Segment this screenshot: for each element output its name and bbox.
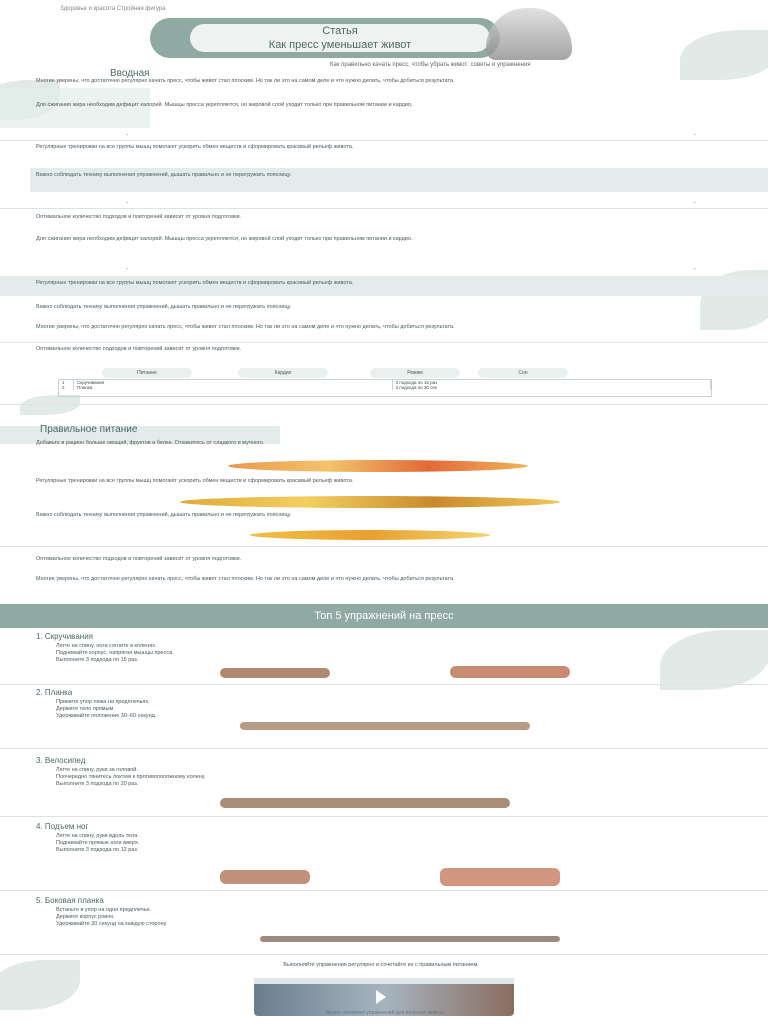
meta-label: ⌁: [693, 132, 696, 137]
exercise-step: Лягте на спину, руки за головой.: [56, 767, 138, 773]
paragraph: Многие уверены, что достаточно регулярно качать пресс, чтобы живот стал плоским. Но так ли это на самом деле и что нужно делать, чтобы добиться результата.: [36, 324, 455, 330]
meta-label: ⌁: [693, 200, 696, 205]
table-cell: 3 подхода по 15 раз: [393, 380, 712, 385]
exercise-illustration: [450, 666, 570, 678]
header-title-box: [190, 24, 490, 52]
divider: [0, 816, 768, 817]
exercise-step: Лягте на спину, ноги согните в коленях.: [56, 643, 157, 649]
exercise-title: 5. Боковая планка: [36, 896, 104, 905]
fruit-image: [228, 460, 528, 472]
exercise-illustration: [220, 668, 330, 678]
exercise-step: Держите тело прямым.: [56, 706, 115, 712]
pill-tag: Питание: [102, 368, 192, 378]
paragraph: Добавьте в рацион больше овощей, фруктов и белка. Откажитесь от сладкого и мучного.: [36, 440, 265, 446]
data-table: [58, 379, 712, 397]
paragraph: Важно соблюдать технику выполнения упражнений, дышать правильно и не перегружать поясницу.: [36, 172, 292, 178]
exercise-step: Примите упор лежа на предплечьях.: [56, 699, 150, 705]
divider: [0, 208, 768, 209]
exercise-step: Встаньте в упор на одно предплечье.: [56, 907, 152, 913]
divider: [0, 890, 768, 891]
exercise-step: Удерживайте 30 секунд на каждую сторону.: [56, 921, 168, 927]
divider: [0, 546, 768, 547]
exercise-illustration: [220, 798, 510, 808]
paragraph: Оптимальное количество подходов и повторений зависит от уровня подготовки.: [36, 214, 242, 220]
exercise-illustration: [220, 870, 310, 884]
section-title: Правильное питание: [40, 424, 138, 435]
divider: [0, 342, 768, 343]
exercise-block: [36, 688, 736, 720]
exercise-step: Поочередно тянитесь локтем к противоположному колену.: [56, 774, 206, 780]
section-banner: Топ 5 упражнений на пресс: [0, 604, 768, 628]
table-row: [59, 385, 711, 390]
exercise-step: Держите корпус ровно.: [56, 914, 115, 920]
decorative-leaf: [20, 395, 80, 415]
exercise-block: [36, 896, 736, 928]
exercise-title: 3. Велосипед: [36, 756, 86, 765]
pill-tag: Режим: [370, 368, 460, 378]
play-icon[interactable]: [376, 990, 386, 1004]
exercise-title: 2. Планка: [36, 688, 73, 697]
exercise-step: Выполните 3 подхода по 12 раз.: [56, 847, 139, 853]
table-cell: 1: [59, 380, 74, 385]
exercise-illustration: [240, 722, 530, 730]
divider: [0, 404, 768, 405]
page-title: Статья: [322, 25, 358, 37]
exercise-step: Выполните 3 подхода по 20 раз.: [56, 781, 139, 787]
paragraph: Для сжигания жира необходим дефицит калорий. Мышцы пресса укрепляются, но жировой слой уходит только при правильном питании и кардио.: [36, 102, 413, 108]
paragraph: Многие уверены, что достаточно регулярно качать пресс, чтобы живот стал плоским. Но так ли это на самом деле и что нужно делать, чтобы добиться результата.: [36, 78, 455, 84]
paragraph: Регулярные тренировки на все группы мышц помогают ускорить обмен веществ и сформировать красивый рельеф живота.: [36, 478, 354, 484]
paragraph: Оптимальное количество подходов и повторений зависит от уровня подготовки.: [36, 346, 242, 352]
meta-row: [126, 266, 696, 272]
paragraph: Выполняйте упражнения регулярно и сочетайте их с правильным питанием.: [283, 962, 479, 968]
section-title: Вводная: [110, 68, 150, 79]
exercise-step: Удерживайте положение 30–60 секунд.: [56, 713, 157, 719]
paragraph: Многие уверены, что достаточно регулярно качать пресс, чтобы живот стал плоским. Но так ли это на самом деле и что нужно делать, чтобы добиться результата.: [36, 576, 455, 582]
paragraph: Регулярные тренировки на все группы мышц помогают ускорить обмен веществ и сформировать красивый рельеф живота.: [36, 144, 354, 150]
fruit-image: [180, 496, 560, 508]
decorative-leaf: [680, 30, 768, 80]
divider: [0, 954, 768, 955]
exercise-step: Выполните 3 подхода по 15 раз.: [56, 657, 139, 663]
pill-tag: Кардио: [238, 368, 328, 378]
table-cell: Планка: [74, 385, 393, 390]
table-cell: 3 подхода по 30 сек: [393, 385, 712, 390]
exercise-illustration: [260, 936, 560, 942]
paragraph: Регулярные тренировки на все группы мышц помогают ускорить обмен веществ и сформировать красивый рельеф живота.: [36, 280, 354, 286]
meta-label: ⌁: [126, 200, 129, 205]
portrait-image: [486, 8, 572, 60]
exercise-step: Лягте на спину, руки вдоль тела.: [56, 833, 139, 839]
divider: [0, 748, 768, 749]
exercise-illustration: [440, 868, 560, 886]
video-caption: Видео: комплекс упражнений для плоского живота: [325, 1010, 444, 1016]
page-subtitle: Как правильно качать пресс, чтобы убрать живот: советы и упражнения: [330, 62, 531, 68]
exercise-block: [36, 822, 736, 854]
table-cell: 2: [59, 385, 74, 390]
table-cell: Скручивания: [74, 380, 393, 385]
divider: [0, 140, 768, 141]
paragraph: Важно соблюдать технику выполнения упражнений, дышать правильно и не перегружать поясницу.: [36, 512, 292, 518]
meta-row: [126, 200, 696, 206]
exercise-title: 1. Скручивания: [36, 632, 93, 641]
exercise-step: Поднимайте корпус, напрягая мышцы пресса.: [56, 650, 174, 656]
meta-label: ⌁: [693, 266, 696, 271]
paragraph: Для сжигания жира необходим дефицит калорий. Мышцы пресса укрепляются, но жировой слой уходит только при правильном питании и кардио.: [36, 236, 413, 242]
top-line: Здоровье и красота Стройная фигура: [60, 6, 166, 12]
meta-row: [126, 132, 696, 138]
video-header: [254, 978, 514, 984]
exercise-step: Поднимайте прямые ноги вверх.: [56, 840, 140, 846]
fruit-image: [250, 530, 490, 540]
divider: [0, 684, 768, 685]
exercise-block: [36, 756, 736, 788]
page-title-line2: Как пресс уменьшает живот: [268, 39, 412, 51]
pill-tag: Сон: [478, 368, 568, 378]
paragraph: Важно соблюдать технику выполнения упражнений, дышать правильно и не перегружать поясницу.: [36, 304, 292, 310]
exercise-title: 4. Подъем ног: [36, 822, 89, 831]
meta-label: ⌁: [126, 132, 129, 137]
paragraph: Оптимальное количество подходов и повторений зависит от уровня подготовки.: [36, 556, 242, 562]
exercise-block: [36, 632, 736, 664]
meta-label: ⌁: [126, 266, 129, 271]
